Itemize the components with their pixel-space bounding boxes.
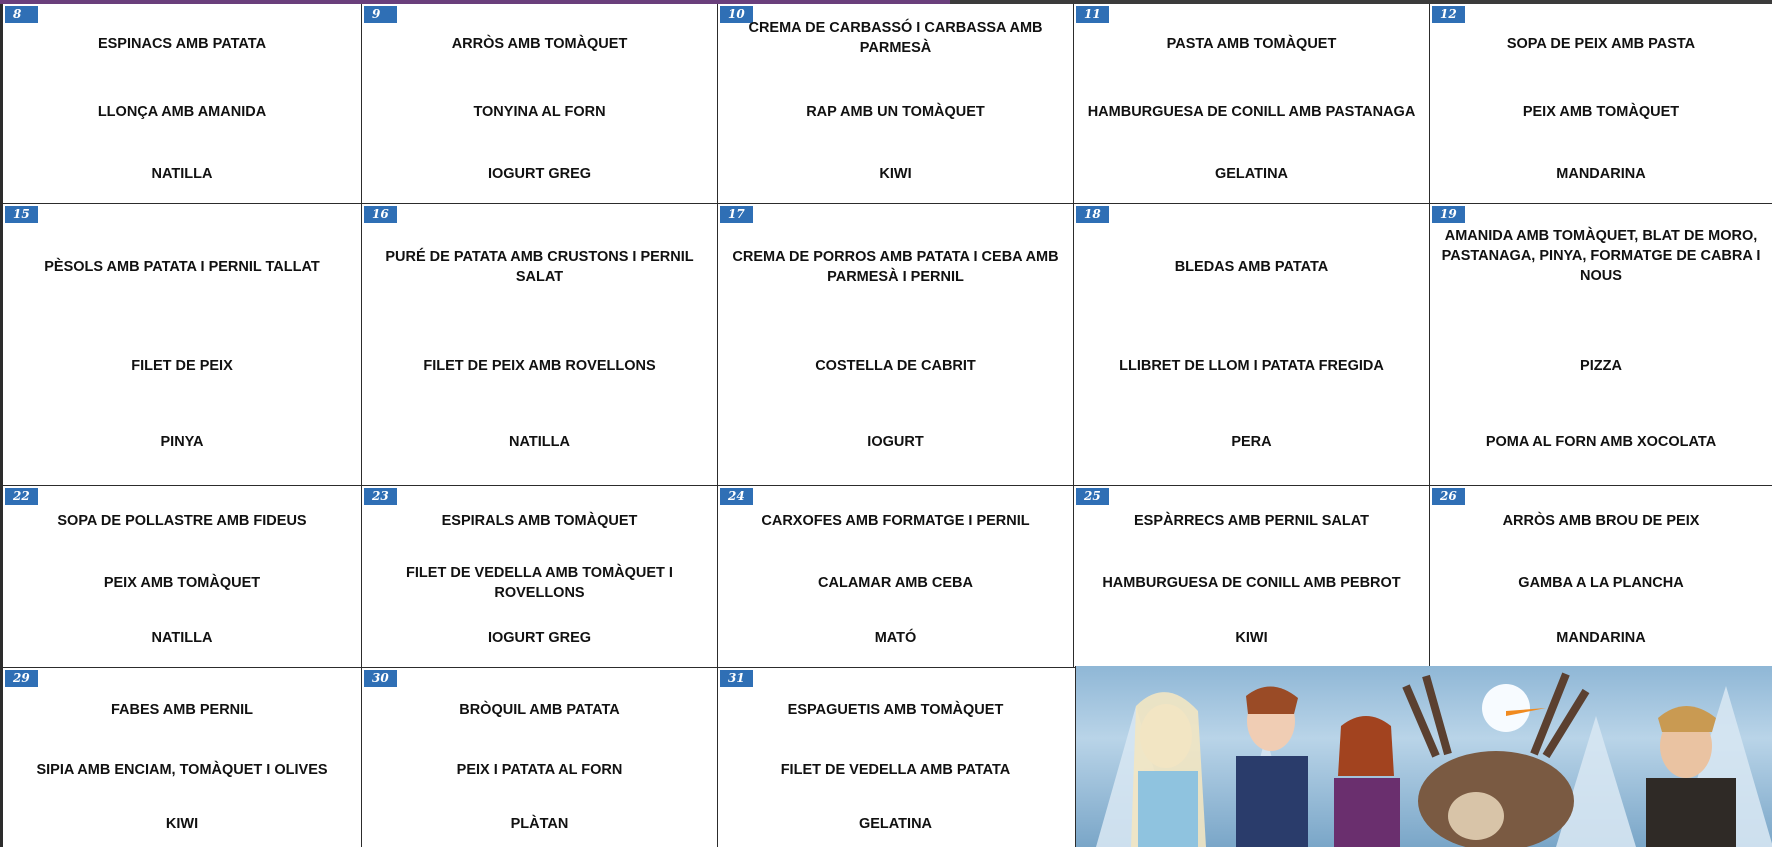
dessert: MATÓ: [874, 630, 917, 646]
first-course: PÈSOLS AMB PATATA I PERNIL TALLAT: [44, 259, 320, 275]
frozen-characters-image: [1075, 666, 1772, 847]
day-cell: [717, 4, 1073, 204]
day-number-badge: 26: [1432, 488, 1465, 505]
second-course: FILET DE VEDELLA AMB PATATA: [780, 762, 1011, 778]
first-course: AMANIDA AMB TOMÀQUET, BLAT DE MORO, PASTANAGA, PINYA, FORMATGE DE CABRA I NOUS: [1441, 228, 1761, 284]
dessert: GELATINA: [858, 816, 933, 832]
day-cell: [361, 4, 717, 204]
first-course: PASTA AMB TOMÀQUET: [1166, 36, 1337, 52]
first-course: CREMA DE CARBASSÓ I CARBASSA AMB PARMESÀ: [748, 20, 1043, 56]
dessert: KIWI: [165, 816, 199, 832]
day-number-badge: 23: [364, 488, 397, 505]
first-course: BRÒQUIL AMB PATATA: [459, 702, 620, 718]
week-row: [0, 4, 1772, 204]
dessert: KIWI: [1235, 630, 1268, 646]
dessert: NATILLA: [151, 166, 213, 182]
day-number-badge: 31: [720, 670, 753, 687]
second-course: GAMBA A LA PLANCHA: [1518, 575, 1684, 591]
day-number-badge: 10: [720, 6, 753, 23]
day-cell: [1073, 486, 1429, 668]
dessert: KIWI: [879, 166, 912, 182]
day-number-badge: 24: [720, 488, 753, 505]
day-number-badge: 16: [364, 206, 397, 223]
first-course: ESPAGUETIS AMB TOMÀQUET: [787, 702, 1004, 718]
second-course: PIZZA: [1580, 358, 1622, 374]
day-cell: [717, 486, 1073, 668]
dessert: PERA: [1231, 434, 1272, 450]
second-course: SIPIA AMB ENCIAM, TOMÀQUET I OLIVES: [36, 762, 328, 778]
dessert: POMA AL FORN AMB XOCOLATA: [1485, 434, 1717, 450]
second-course: CALAMAR AMB CEBA: [818, 575, 973, 591]
week-row: [0, 204, 1772, 486]
day-cell: [1073, 204, 1429, 486]
day-cell: [0, 4, 361, 204]
first-course: SOPA DE PEIX AMB PASTA: [1506, 36, 1696, 52]
dessert: IOGURT: [867, 434, 924, 450]
day-number-badge: 17: [720, 206, 753, 223]
day-cell: [0, 668, 361, 847]
second-course: LLONÇA AMB AMANIDA: [97, 104, 267, 120]
second-course: HAMBURGUESA DE CONILL AMB PEBROT: [1102, 575, 1401, 591]
day-cell: [0, 486, 361, 668]
second-course: FILET DE PEIX: [131, 358, 233, 374]
day-cell: [361, 204, 717, 486]
week-row: [0, 486, 1772, 668]
day-cell: [0, 204, 361, 486]
first-course: BLEDAS AMB PATATA: [1174, 259, 1329, 275]
dessert: IOGURT GREG: [487, 166, 592, 182]
second-course: HAMBURGUESA DE CONILL AMB PASTANAGA: [1087, 104, 1416, 120]
first-course: ARRÒS AMB TOMÀQUET: [451, 36, 628, 52]
day-cell: [717, 204, 1073, 486]
first-course: PURÉ DE PATATA AMB CRUSTONS I PERNIL SALAT: [385, 249, 694, 285]
day-cell: [361, 668, 717, 847]
dessert: NATILLA: [509, 434, 570, 450]
frozen-illustration-icon: [1076, 666, 1772, 847]
second-course: RAP AMB UN TOMÀQUET: [806, 104, 985, 120]
day-number-badge: 30: [364, 670, 397, 687]
day-number-badge: 25: [1076, 488, 1109, 505]
second-course: PEIX AMB TOMÀQUET: [103, 575, 261, 591]
second-course: FILET DE PEIX AMB ROVELLONS: [423, 358, 656, 374]
dessert: IOGURT GREG: [487, 630, 592, 646]
day-number-badge: 11: [1076, 6, 1109, 23]
day-number-badge: 18: [1076, 206, 1109, 223]
first-course: CREMA DE PORROS AMB PATATA I CEBA AMB PARMESÀ I PERNIL: [732, 249, 1059, 285]
day-cell: [717, 668, 1073, 847]
day-cell: [361, 486, 717, 668]
dessert: PLÀTAN: [510, 816, 569, 832]
first-course: ARRÒS AMB BROU DE PEIX: [1502, 513, 1700, 529]
day-number-badge: 12: [1432, 6, 1465, 23]
second-course: TONYINA AL FORN: [473, 104, 606, 120]
dessert: NATILLA: [151, 630, 213, 646]
first-course: ESPINACS AMB PATATA: [97, 36, 267, 52]
day-cell: [1429, 4, 1772, 204]
first-course: SOPA DE POLLASTRE AMB FIDEUS: [57, 513, 307, 529]
second-course: LLIBRET DE LLOM I PATATA FREGIDA: [1119, 358, 1384, 374]
day-number-badge: 9: [364, 6, 397, 23]
first-course: ESPÀRRECS AMB PERNIL SALAT: [1134, 513, 1369, 529]
day-number-badge: 8: [5, 6, 38, 23]
day-cell: [1429, 204, 1772, 486]
dessert: MANDARINA: [1556, 166, 1646, 182]
day-number-badge: 22: [5, 488, 38, 505]
day-cell: [1429, 486, 1772, 668]
first-course: ESPIRALS AMB TOMÀQUET: [441, 513, 638, 529]
second-course: PEIX AMB TOMÀQUET: [1522, 104, 1680, 120]
first-course: CARXOFES AMB FORMATGE I PERNIL: [761, 513, 1030, 529]
dessert: PINYA: [160, 434, 204, 450]
day-cell: [1073, 4, 1429, 204]
dessert: GELATINA: [1214, 166, 1289, 182]
second-course: FILET DE VEDELLA AMB TOMÀQUET I ROVELLONS: [406, 565, 673, 601]
second-course: PEIX I PATATA AL FORN: [456, 762, 623, 778]
day-number-badge: 15: [5, 206, 38, 223]
first-course: FABES AMB PERNIL: [110, 702, 254, 718]
second-course: COSTELLA DE CABRIT: [815, 358, 976, 374]
day-number-badge: 29: [5, 670, 38, 687]
day-number-badge: 19: [1432, 206, 1465, 223]
dessert: MANDARINA: [1556, 630, 1646, 646]
